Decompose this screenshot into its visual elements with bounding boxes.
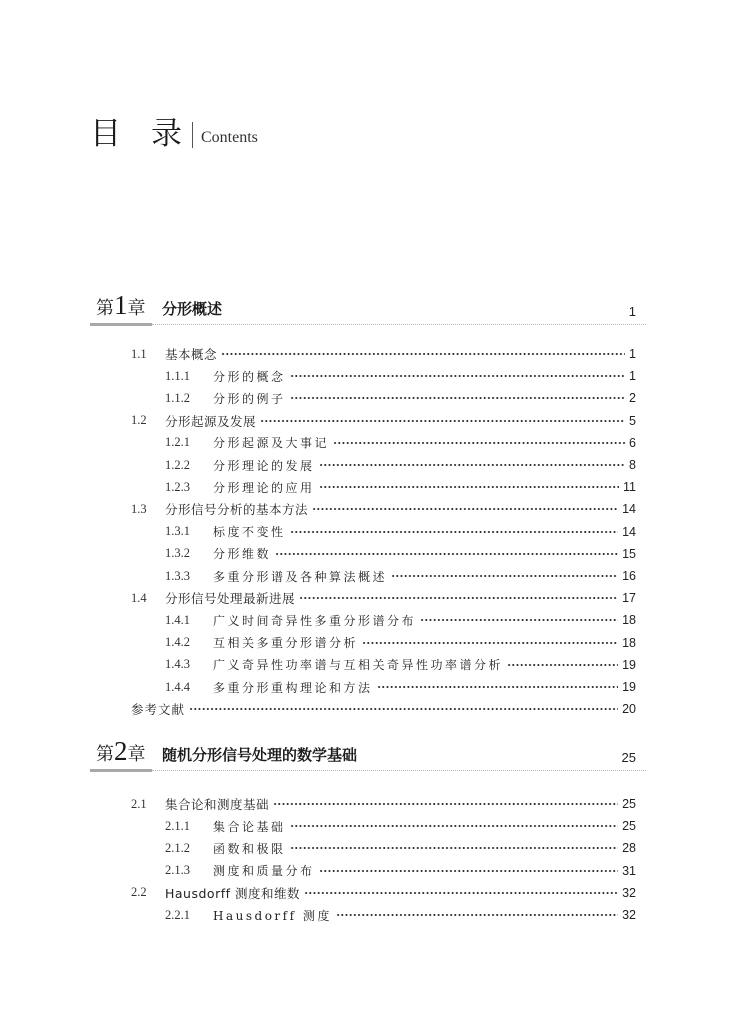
- chapter-heading[interactable]: [90, 292, 646, 326]
- heading-char-1: 目: [90, 116, 121, 152]
- toc-subsection-entry[interactable]: [165, 861, 636, 881]
- entry-title: 参考文献: [131, 702, 186, 718]
- leader-dots: [189, 699, 618, 719]
- leader-dots: [507, 655, 618, 675]
- entry-title: 标度不变性: [213, 525, 286, 540]
- entry-page: 16: [622, 569, 636, 583]
- chapter-heading[interactable]: [90, 738, 646, 772]
- entry-number: 2.2: [131, 885, 147, 900]
- toc-subsection-entry[interactable]: [165, 388, 636, 408]
- toc-subsection-entry[interactable]: [165, 544, 636, 564]
- entry-page: 32: [622, 885, 636, 900]
- entry-title: Hausdorff 测度和维数: [165, 885, 300, 901]
- entry-number: 2.2.1: [165, 907, 190, 922]
- entry-title: 广义奇异性功率谱与互相关奇异性功率谱分析: [213, 658, 504, 673]
- entry-title: 分形信号分析的基本方法: [165, 502, 309, 518]
- entry-page: 6: [629, 435, 636, 450]
- entry-page: 14: [622, 524, 636, 539]
- entry-number: 1.4.4: [165, 679, 190, 694]
- leader-dots: [260, 411, 625, 431]
- entry-number: 1.2.2: [165, 457, 190, 472]
- chapter-rule-thin: [152, 324, 646, 325]
- entry-number: 1.4.1: [165, 612, 190, 627]
- leader-dots: [221, 344, 625, 364]
- toc-entry-references[interactable]: [131, 699, 636, 719]
- entry-title: 分形信号处理最新进展: [165, 591, 296, 607]
- entry-page: 28: [622, 841, 636, 856]
- entry-page: 32: [622, 908, 636, 922]
- leader-dots: [273, 794, 618, 814]
- leader-dots: [290, 388, 626, 408]
- leader-dots: [312, 499, 618, 519]
- toc-subsection-entry[interactable]: [165, 477, 636, 497]
- entry-page: 25: [622, 819, 636, 834]
- entry-number: 1.1: [131, 346, 147, 361]
- leader-dots: [290, 816, 619, 836]
- entry-number: 1.3.1: [165, 524, 190, 539]
- chapter-label: [96, 736, 146, 766]
- chapter-title: 随机分形信号处理的数学基础: [162, 746, 358, 764]
- chapter-title: 分形概述: [162, 300, 223, 318]
- entry-title: 分形的例子: [213, 391, 286, 406]
- chapter-number: 1: [114, 290, 128, 320]
- entry-title: 分形理论的发展: [213, 458, 315, 473]
- entry-page: 2: [629, 391, 636, 406]
- entry-page: 18: [622, 635, 636, 650]
- entry-page: 19: [622, 657, 636, 672]
- entry-page: 20: [622, 702, 636, 717]
- chapter-suffix: 章: [127, 744, 146, 764]
- leader-dots: [420, 610, 618, 630]
- entry-page: 25: [622, 797, 636, 811]
- leader-dots: [391, 566, 618, 586]
- entry-page: 11: [623, 480, 636, 495]
- chapter-prefix: 第: [96, 298, 114, 318]
- toc-subsection-entry[interactable]: [165, 905, 636, 925]
- entry-number: 1.4.3: [165, 657, 190, 672]
- entry-number: 2.1.3: [165, 863, 190, 878]
- entry-title: 测度和质量分布: [213, 864, 315, 879]
- entry-number: 2.1.2: [165, 840, 190, 855]
- entry-number: 1.2.3: [165, 479, 190, 494]
- toc-subsection-entry[interactable]: [165, 633, 636, 653]
- entry-page: 31: [622, 863, 636, 878]
- toc-subsection-entry[interactable]: [165, 816, 636, 836]
- toc-section-entry[interactable]: [131, 588, 636, 608]
- entry-title: 互相关多重分形谱分析: [213, 636, 359, 651]
- entry-title: 分形起源及发展: [165, 413, 257, 429]
- chapter-page: 1: [628, 304, 636, 319]
- leader-dots: [362, 633, 618, 653]
- entry-title: 多重分形重构理论和方法: [213, 680, 373, 695]
- entry-page: 1: [629, 369, 636, 384]
- entry-number: 2.1.1: [165, 818, 190, 833]
- chapter-rule-thick: [90, 769, 152, 772]
- entry-page: 19: [622, 680, 636, 694]
- chapter-prefix: 第: [96, 744, 114, 764]
- chapter-rule-thick: [90, 323, 152, 326]
- toc-subsection-entry[interactable]: [165, 522, 636, 542]
- leader-dots: [336, 905, 618, 925]
- toc-subsection-entry[interactable]: [165, 838, 636, 858]
- toc-subsection-entry[interactable]: [165, 366, 636, 386]
- toc-subsection-entry[interactable]: [165, 610, 636, 630]
- leader-dots: [319, 861, 619, 881]
- heading-english: Contents: [201, 129, 258, 146]
- entry-title: 基本概念: [165, 347, 218, 362]
- entry-page: 1: [629, 347, 636, 361]
- entry-title: 集合论基础: [213, 819, 286, 834]
- leader-dots: [319, 455, 626, 475]
- entry-title: 广义时间奇异性多重分形谱分布: [213, 613, 417, 628]
- toc-section-entry[interactable]: [131, 499, 636, 519]
- chapter-label: [96, 290, 146, 320]
- entry-number: 1.1.1: [165, 368, 190, 383]
- chapter-number: 2: [114, 736, 128, 766]
- toc-section-entry[interactable]: [131, 344, 636, 364]
- entry-number: 2.1: [131, 796, 147, 811]
- entry-number: 1.2.1: [165, 435, 190, 450]
- entry-title: 分形的概念: [213, 369, 286, 384]
- toc-heading: [90, 108, 258, 152]
- leader-dots: [319, 477, 620, 497]
- entry-number: 1.4: [131, 590, 147, 605]
- chapter-suffix: 章: [127, 298, 146, 318]
- chapter-rule-thin: [152, 770, 646, 771]
- entry-number: 1.1.2: [165, 390, 190, 405]
- heading-divider: [192, 122, 193, 148]
- entry-title: 分形维数: [213, 547, 272, 562]
- leader-dots: [275, 544, 618, 564]
- leader-dots: [333, 433, 625, 453]
- toc-section-entry[interactable]: [131, 883, 636, 903]
- entry-page: 14: [622, 502, 636, 517]
- leader-dots: [290, 366, 626, 386]
- toc-section-entry[interactable]: [131, 794, 636, 814]
- leader-dots: [290, 522, 619, 542]
- toc-subsection-entry[interactable]: [165, 566, 636, 586]
- entry-page: 17: [622, 591, 636, 606]
- entry-title: 多重分形谱及各种算法概述: [213, 569, 388, 584]
- toc-section-entry[interactable]: [131, 411, 636, 431]
- leader-dots: [304, 883, 618, 903]
- leader-dots: [377, 677, 619, 697]
- leader-dots: [299, 588, 618, 608]
- entry-number: 1.3.2: [165, 546, 190, 561]
- entry-title: 分形理论的应用: [213, 480, 315, 495]
- toc-subsection-entry[interactable]: [165, 433, 636, 453]
- entry-title: 分形起源及大事记: [213, 436, 330, 451]
- heading-char-2: 录: [151, 116, 182, 152]
- entry-page: 15: [622, 546, 636, 561]
- toc-subsection-entry[interactable]: [165, 655, 636, 675]
- entry-number: 1.4.2: [165, 635, 190, 650]
- entry-title: 函数和极限: [213, 841, 286, 856]
- toc-subsection-entry[interactable]: [165, 455, 636, 475]
- chapter-page: 25: [621, 750, 636, 765]
- entry-page: 5: [629, 413, 636, 428]
- entry-number: 1.3: [131, 501, 147, 516]
- toc-subsection-entry[interactable]: [165, 677, 636, 697]
- entry-title: 集合论和测度基础: [165, 797, 270, 812]
- entry-number: 1.3.3: [165, 568, 190, 583]
- leader-dots: [290, 838, 619, 858]
- entry-page: 8: [629, 458, 636, 472]
- entry-number: 1.2: [131, 413, 147, 428]
- entry-page: 18: [622, 613, 636, 628]
- entry-title: Hausdorff 测度: [213, 908, 332, 923]
